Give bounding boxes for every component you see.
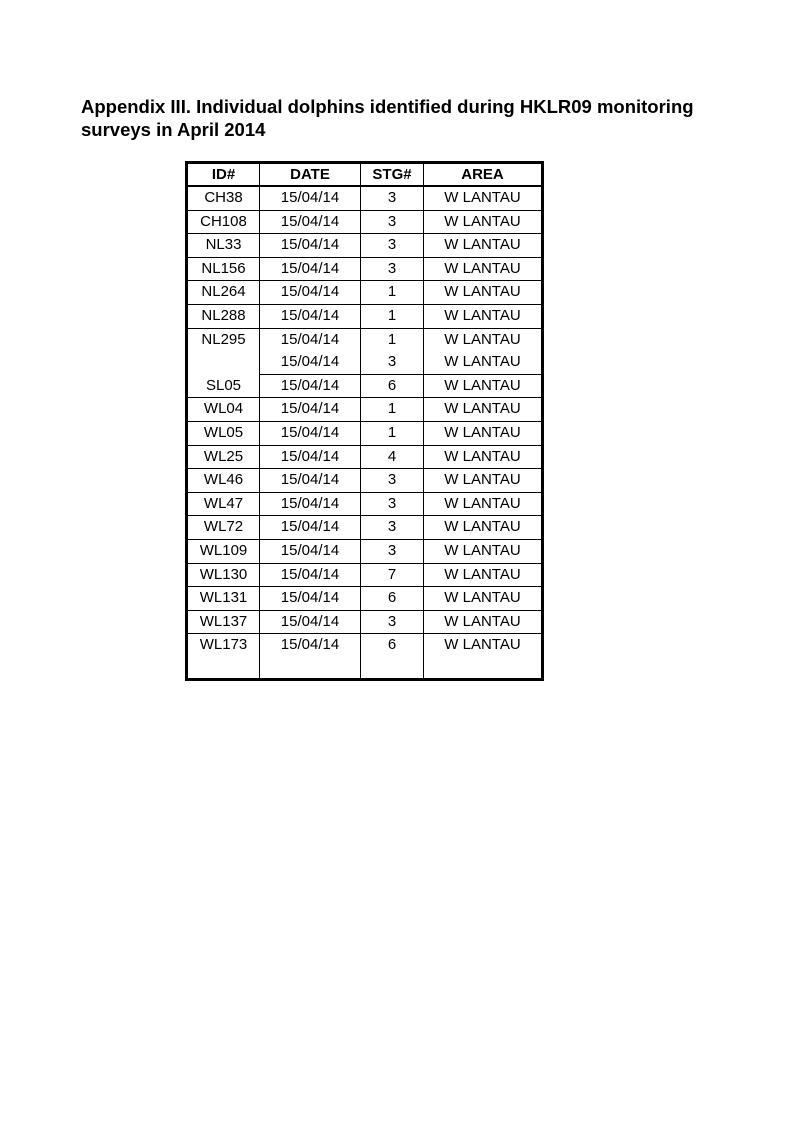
cell-id: WL46 [187,469,260,493]
cell-area: W LANTAU [424,634,543,680]
cell-date: 15/04/14 [260,234,361,258]
cell-date: 15/04/14 [260,469,361,493]
cell-id: WL131 [187,587,260,611]
table-row [187,539,543,563]
cell-stg: 1 [361,398,424,422]
table-row [187,421,543,445]
cell-stg: 1 [361,328,424,351]
cell-stg: 6 [361,587,424,611]
cell-area: W LANTAU [424,234,543,258]
header-date: DATE [260,163,361,187]
cell-date: 15/04/14 [260,539,361,563]
cell-date: 15/04/14 [260,351,361,374]
table-row [187,186,543,210]
table-row [187,257,543,281]
cell-area: W LANTAU [424,469,543,493]
table-row [187,304,543,328]
cell-area: W LANTAU [424,516,543,540]
cell-area: W LANTAU [424,257,543,281]
cell-id: WL137 [187,610,260,634]
cell-stg: 3 [361,210,424,234]
cell-stg: 3 [361,186,424,210]
cell-id: WL05 [187,421,260,445]
cell-date: 15/04/14 [260,257,361,281]
cell-area: W LANTAU [424,445,543,469]
cell-area: W LANTAU [424,492,543,516]
cell-date: 15/04/14 [260,328,361,351]
cell-area: W LANTAU [424,186,543,210]
table-row [187,234,543,258]
table-row [187,398,543,422]
table-body [187,186,543,680]
cell-date: 15/04/14 [260,421,361,445]
cell-id: NL264 [187,281,260,305]
cell-id: NL288 [187,304,260,328]
cell-area: W LANTAU [424,210,543,234]
cell-date: 15/04/14 [260,634,361,680]
cell-date: 15/04/14 [260,587,361,611]
cell-date: 15/04/14 [260,563,361,587]
cell-area: W LANTAU [424,610,543,634]
page-title: Appendix III. Individual dolphins identified during HKLR09 monitoring surveys in April 2014 [81,96,694,140]
header-id: ID# [187,163,260,187]
cell-id: CH38 [187,186,260,210]
table-header-row [187,163,543,187]
cell-area: W LANTAU [424,281,543,305]
cell-date: 15/04/14 [260,516,361,540]
cell-id: WL72 [187,516,260,540]
table-row [187,563,543,587]
cell-id: WL47 [187,492,260,516]
table-row [187,328,543,351]
cell-stg: 3 [361,492,424,516]
cell-area: W LANTAU [424,304,543,328]
cell-id: WL109 [187,539,260,563]
table-row [187,210,543,234]
cell-area: W LANTAU [424,328,543,351]
cell-stg: 1 [361,304,424,328]
cell-id: WL130 [187,563,260,587]
header-area: AREA [424,163,543,187]
table-row [187,492,543,516]
cell-stg: 3 [361,516,424,540]
cell-date: 15/04/14 [260,610,361,634]
cell-area: W LANTAU [424,563,543,587]
cell-area: W LANTAU [424,587,543,611]
table-row [187,634,543,680]
cell-id: WL173 [187,634,260,680]
cell-id: CH108 [187,210,260,234]
cell-area: W LANTAU [424,374,543,398]
cell-date: 15/04/14 [260,374,361,398]
cell-stg: 4 [361,445,424,469]
cell-stg: 3 [361,234,424,258]
table-row [187,281,543,305]
cell-id: NL156 [187,257,260,281]
cell-date: 15/04/14 [260,210,361,234]
cell-date: 15/04/14 [260,186,361,210]
cell-stg: 3 [361,257,424,281]
cell-area: W LANTAU [424,539,543,563]
cell-area: W LANTAU [424,351,543,374]
cell-stg: 1 [361,281,424,305]
cell-date: 15/04/14 [260,281,361,305]
header-stg: STG# [361,163,424,187]
table-row [187,516,543,540]
table-row [187,610,543,634]
cell-stg: 3 [361,351,424,374]
cell-date: 15/04/14 [260,492,361,516]
cell-stg: 3 [361,469,424,493]
cell-stg: 1 [361,421,424,445]
cell-id: NL295 [187,328,260,374]
cell-id: SL05 [187,374,260,398]
table-row [187,374,543,398]
cell-date: 15/04/14 [260,445,361,469]
cell-stg: 3 [361,610,424,634]
cell-area: W LANTAU [424,398,543,422]
table-row [187,469,543,493]
cell-id: NL33 [187,234,260,258]
cell-stg: 6 [361,374,424,398]
table-row [187,587,543,611]
cell-id: WL04 [187,398,260,422]
cell-area: W LANTAU [424,421,543,445]
cell-stg: 7 [361,563,424,587]
table-row [187,445,543,469]
cell-stg: 3 [361,539,424,563]
cell-date: 15/04/14 [260,304,361,328]
cell-date: 15/04/14 [260,398,361,422]
cell-id: WL25 [187,445,260,469]
dolphin-table [185,161,544,681]
cell-stg: 6 [361,634,424,680]
